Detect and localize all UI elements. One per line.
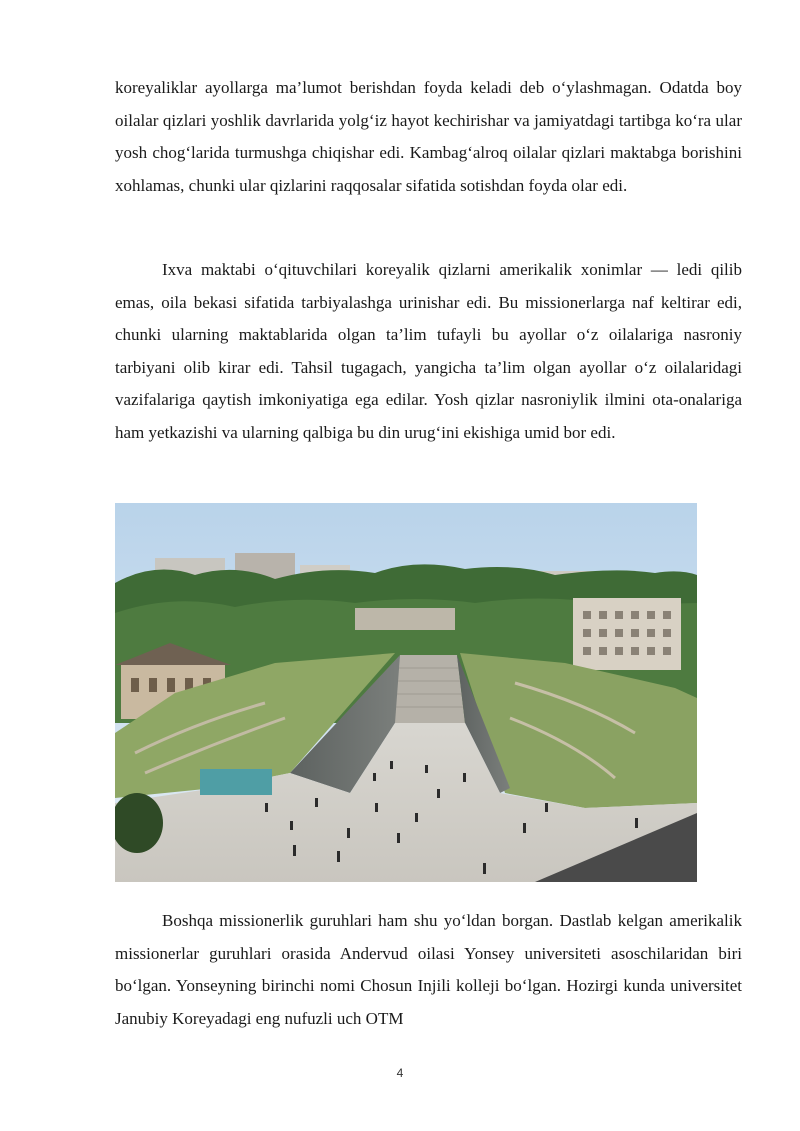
paragraph-1: koreyaliklar ayollarga ma’lumot berishdan foyda keladi deb o‘ylashmagan. Odatda boy oilalar qizlari yoshlik davrlarida yolg‘iz hayot kechirishar va jamiyatdagi tartibga ko‘ra ular yosh chog‘larida turmushga chiqishar edi. Kambag‘alroq oilalar qizlari maktabga borishini xohlamas, chunki ular qizlarini raqqosalar sifatida sotishdan foyda olar edi.: [115, 78, 742, 195]
page-number: 4: [396, 1066, 404, 1080]
campus-photo: [115, 503, 697, 882]
paragraph-3: Boshqa missionerlik guruhlari ham shu yo‘ldan borgan. Dastlab kelgan amerikalik missionerlar guruhlari orasida Andervud oilasi Yonsey universiteti asoschilaridan biri bo‘lgan. Yonseyning birinchi nomi Chosun Injili kolleji bo‘lgan. Hozirgi kunda universitet Janubiy Koreyadagi eng nufuzli uch OTM: [115, 911, 742, 1028]
paragraph-2: Ixva maktabi o‘qituvchilari koreyalik qizlarni amerikalik xonimlar — ledi qilib emas, oila bekasi sifatida tarbiyalashga urinishar edi. Bu missionerlarga naf keltirar edi, chunki ularning maktablarida olgan ta’lim tufayli bu ayollar o‘z oilalariga nasroniy tarbiyani olib kirar edi. Tahsil tugagach, yangicha ta’lim olgan ayollar o‘z oilalaridagi vazifalariga qaytish imkoniyatiga ega edilar. Yosh qizlar nasroniylik ilmini ota-onalariga ham yetkazishi va ularning qalbiga bu din urug‘ini ekishiga umid bor edi.: [115, 260, 742, 442]
